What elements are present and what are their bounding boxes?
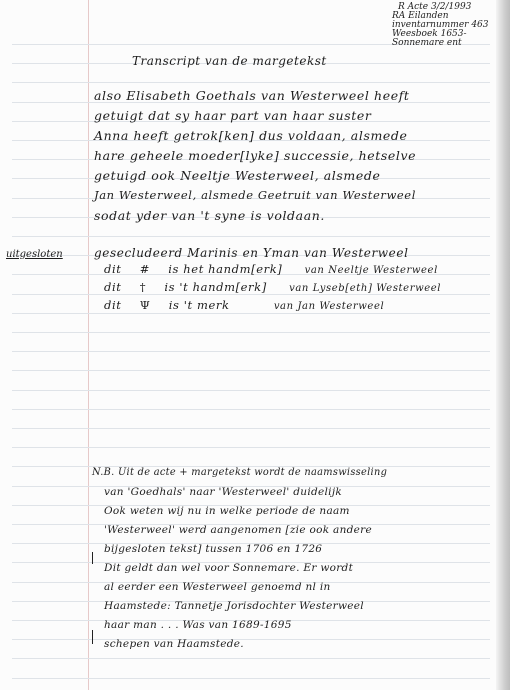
paper-edge-shadow bbox=[496, 0, 510, 690]
note-line: 'Westerweel' werd aangenomen [zie ook andere bbox=[104, 524, 372, 536]
ruled-line bbox=[12, 678, 490, 679]
margin-tick bbox=[92, 630, 93, 644]
cross-mark-icon: † bbox=[139, 280, 147, 294]
ruled-line bbox=[12, 332, 490, 333]
transcript-line: getuigd ook Neeltje Westerweel, alsmede bbox=[94, 168, 381, 183]
note-line: haar man . . . Was van 1689-1695 bbox=[104, 619, 292, 631]
signature-owner: van Neeltje Westerweel bbox=[304, 265, 438, 276]
signature-row bbox=[104, 280, 441, 294]
transcript-line: gesecludeerd Marinis en Yman van Westerweel bbox=[94, 246, 409, 260]
ruled-line bbox=[12, 370, 490, 371]
ruled-line bbox=[12, 236, 490, 237]
ruled-line bbox=[12, 82, 490, 83]
note-line: Ook weten wij nu in welke periode de naam bbox=[104, 505, 350, 517]
margin-tick bbox=[92, 552, 93, 564]
transcript-line: Jan Westerweel, alsmede Geetruit van Westerweel bbox=[94, 188, 416, 202]
transcript-line: Anna heeft getrok[ken] dus voldaan, alsmede bbox=[94, 128, 408, 143]
ruled-line bbox=[12, 294, 490, 295]
note-line: al eerder een Westerweel genoemd nl in bbox=[104, 581, 331, 593]
note-line: schepen van Haamstede. bbox=[104, 638, 244, 650]
transcript-line: getuigt dat sy haar part van haar suster bbox=[94, 108, 372, 123]
ruled-line bbox=[12, 639, 490, 640]
hash-mark-icon: # bbox=[139, 262, 150, 276]
margin-line bbox=[88, 0, 89, 690]
transcript-line: sodat yder van 't syne is voldaan. bbox=[94, 208, 325, 223]
ruled-line bbox=[12, 390, 490, 391]
archive-line: Weesboek 1653- bbox=[392, 29, 467, 39]
signature-prefix: dit bbox=[104, 298, 122, 312]
signature-text: is 't merk bbox=[168, 298, 230, 312]
ruled-line bbox=[12, 409, 490, 410]
signature-owner: van Lyseb[eth] Westerweel bbox=[289, 283, 442, 294]
ruled-line bbox=[12, 447, 490, 448]
signature-owner: van Jan Westerweel bbox=[273, 301, 385, 312]
signature-row bbox=[104, 262, 438, 276]
archive-line: R Acte 3/2/1993 bbox=[398, 2, 472, 12]
ruled-line bbox=[12, 351, 490, 352]
ruled-line bbox=[12, 428, 490, 429]
note-line: bijgesloten tekst] tussen 1706 en 1726 bbox=[104, 543, 323, 555]
page-title: Transcript van de margetekst bbox=[132, 54, 327, 68]
archive-line: inventarnummer 463 bbox=[392, 20, 489, 30]
archive-line: Sonnemare ent bbox=[392, 38, 462, 48]
archive-line: RA Eilanden bbox=[392, 11, 449, 21]
note-line: Haamstede: Tannetje Jorisdochter Westerweel bbox=[104, 600, 364, 612]
signature-text: is 't handm[erk] bbox=[164, 280, 267, 294]
note-line: Dit geldt dan wel voor Sonnemare. Er wordt bbox=[104, 562, 354, 574]
archive-reference bbox=[392, 3, 489, 48]
note-line: van 'Goedhals' naar 'Westerweel' duidelijk bbox=[104, 486, 343, 498]
trident-mark-icon: Ψ bbox=[139, 298, 151, 312]
transcript-line: hare geheele moeder[lyke] successie, hetselve bbox=[94, 148, 417, 163]
signature-prefix: dit bbox=[104, 262, 122, 276]
signature-text: is het handm[erk] bbox=[168, 262, 283, 276]
note-line: N.B. Uit de acte + margetekst wordt de naamswisseling bbox=[92, 467, 388, 478]
signature-prefix: dit bbox=[104, 280, 122, 294]
margin-label: uitgesloten bbox=[6, 249, 63, 260]
transcript-line: also Elisabeth Goethals van Westerweel heeft bbox=[94, 88, 410, 103]
ruled-line bbox=[12, 658, 490, 659]
signature-row bbox=[104, 298, 384, 312]
ruled-line bbox=[12, 313, 490, 314]
